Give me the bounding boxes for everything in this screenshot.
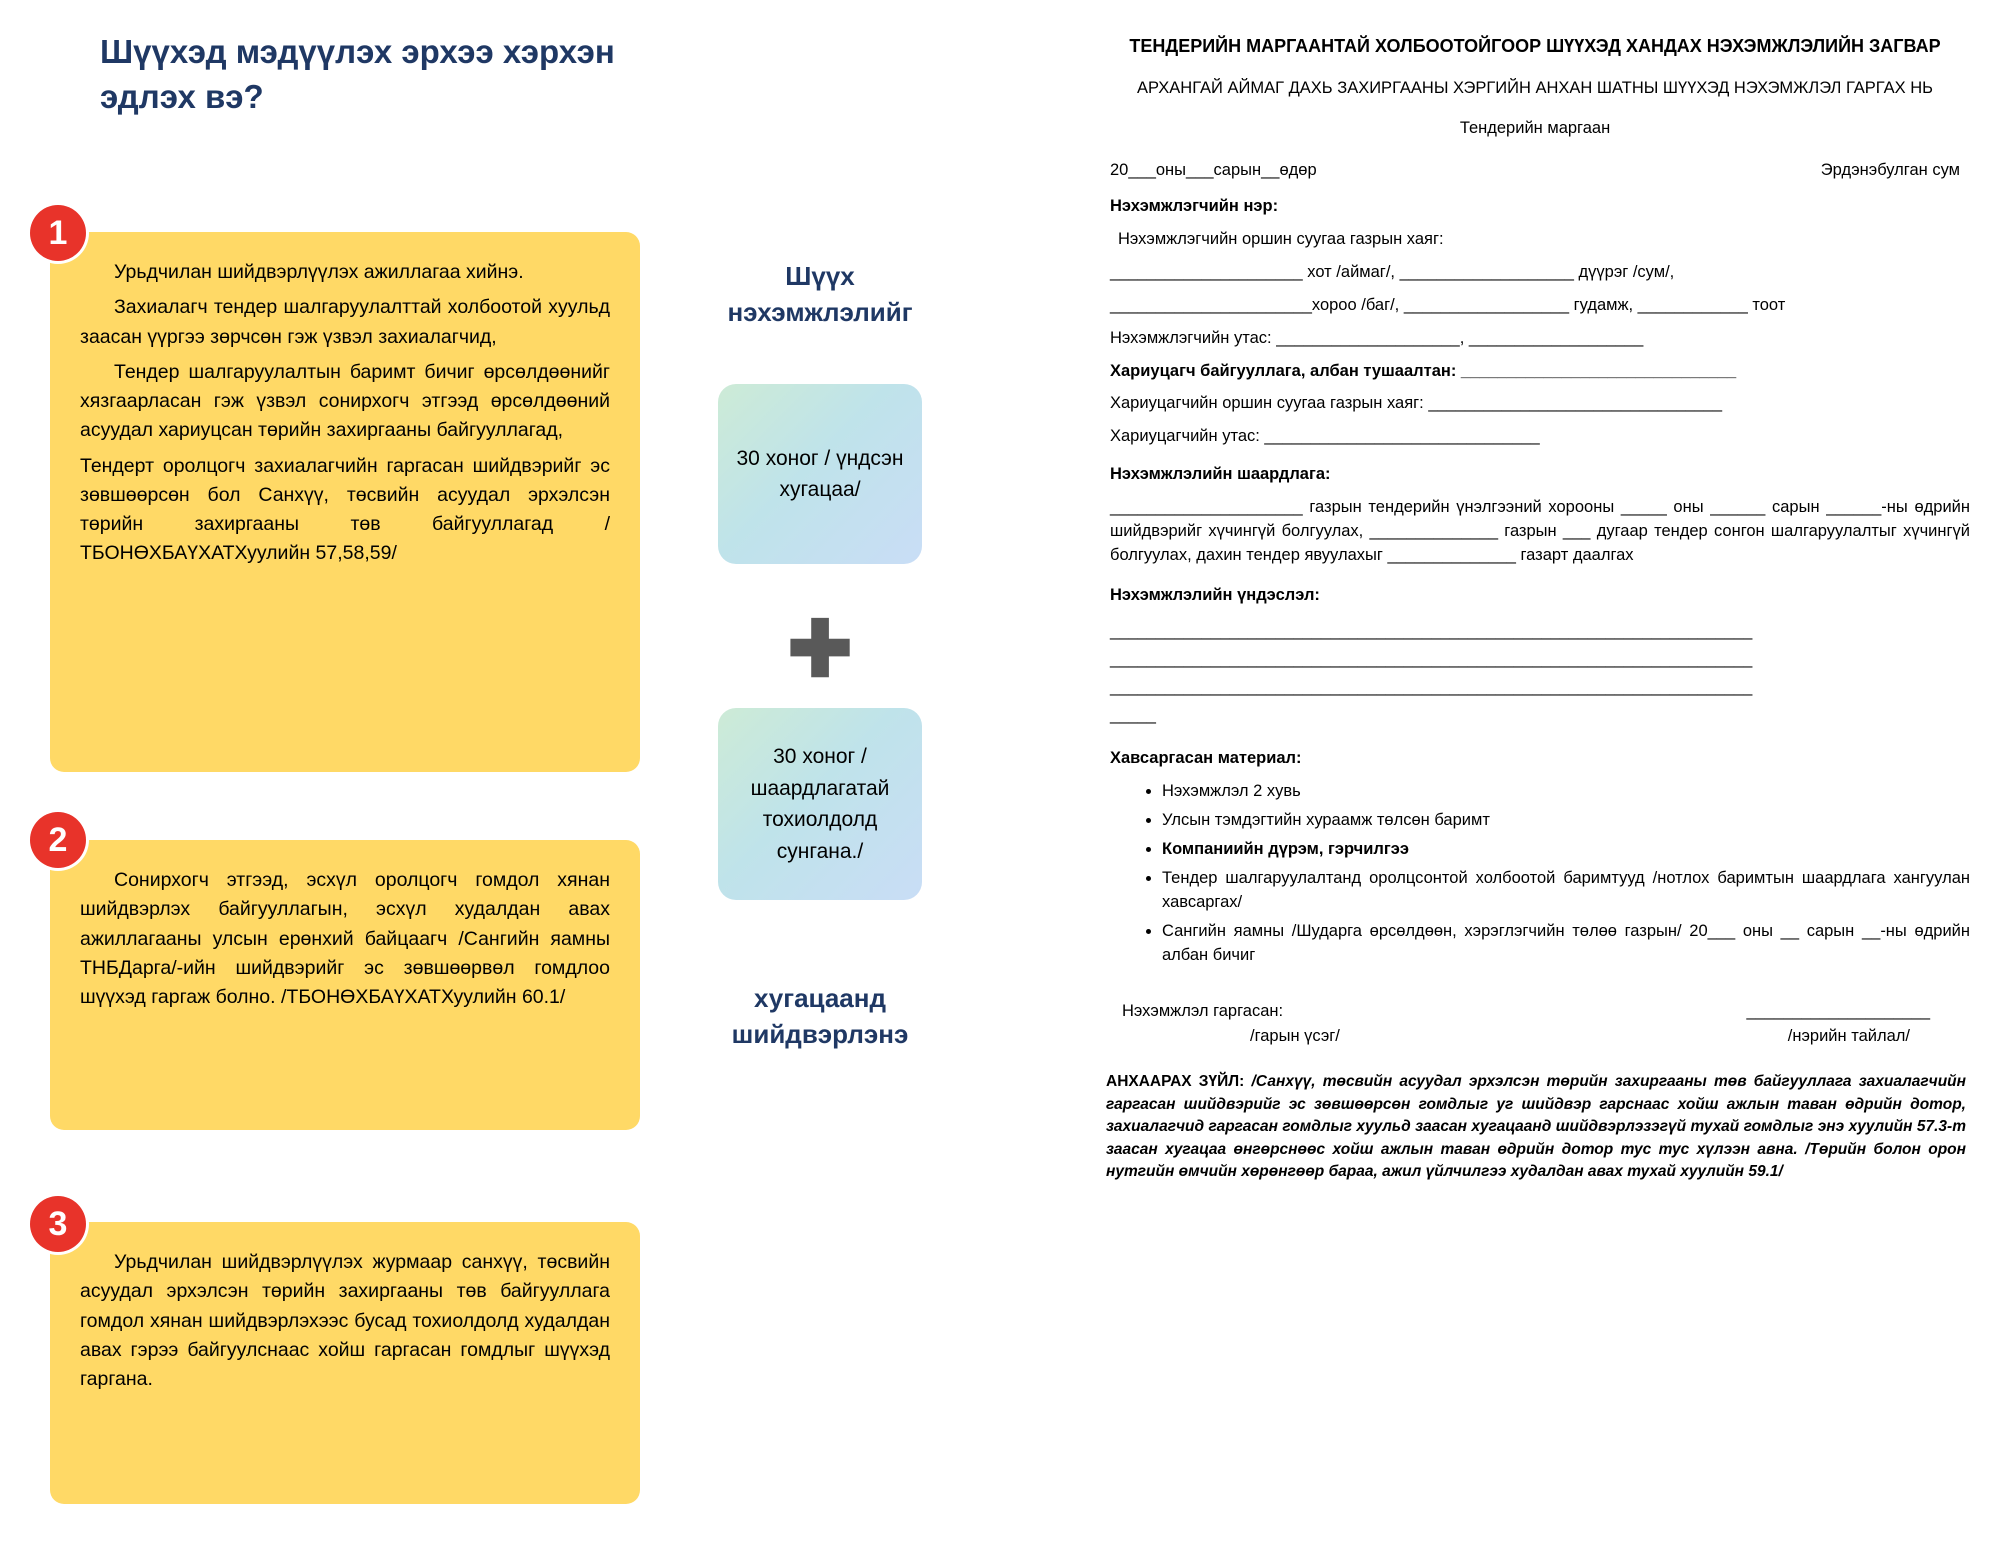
attached-materials-list [1100, 780, 1970, 967]
form-place: Эрдэнэбулган сум [1820, 161, 1960, 180]
claim-basis-lines [1100, 617, 1970, 729]
material-item: • Тендер шалгаруулалтанд оролцсонтой холбоотой баримтууд /нотлох баримтын шаардлага хангуулан хавсаргах/ [1162, 867, 1970, 915]
step-badge-1: 1 [30, 205, 86, 261]
material-item: • Сангийн яамны /Шударга өрсөлдөөн, хэрэглэгчийн төлөө газрын/ 20___ оны __ сарын __-ны өдрийн албан бичиг [1162, 920, 1970, 968]
basis-line-3: ______________________________________________________________________ [1110, 678, 1753, 697]
duration-box-primary-text: 30 хоног / үндсэн хугацаа/ [736, 446, 904, 501]
plaintiff-phone-field: Нэхэмжлэгчийн утас: ____________________, ___________________ [1110, 328, 1644, 347]
plaintiff-address-label: Нэхэмжлэгчийн оршин суугаа газрын хаяг: [1118, 229, 1444, 248]
form-date-place-row [1100, 159, 1970, 183]
claim-form [1100, 34, 1970, 1184]
duration-box-primary [718, 384, 922, 564]
defendant-address-field: Хариуцагчийн оршин суугаа газрын хаяг: ________________________________ [1110, 394, 1722, 413]
step-card-2 [50, 840, 640, 1130]
material-item: • Компаниийн дүрэм, гэрчилгээ [1162, 838, 1970, 862]
signature-caption: /гарын үсэг/ [1250, 1027, 1340, 1046]
step-badge-3: 3 [30, 1196, 86, 1252]
basis-line-4: _____ [1110, 706, 1156, 725]
plaintiff-address-line-2: ______________________хороо /баг/, __________________ гудамж, ____________ тоот [1110, 295, 1786, 314]
duration-box-extension-text: 30 хоног /шаардлагатай тохиолдолд сунгана./ [750, 745, 890, 863]
step3-para-1: Урьдчилан шийдвэрлүүлэх журмаар санхүү, төсвийн асуудал эрхэлсэн төрийн захиргааны төв байгууллага гомдол хянан шийдвэрлэхээс бусад тохиолдолд худалдан авах гэрээ байгуулснаас хойш гаргасан гомдлыг шүүхэд гаргана. [80, 1251, 610, 1390]
step2-para-1: Сонирхогч этгээд, эсхүл оролцогч гомдол хянан шийдвэрлэх байгууллагын, эсхүл худалдан авах ажиллагааны улсын ерөнхий байцаагч /Сангийн яамны ТНБДарга/-ийн шийдвэрийг эс зөвшөөрвөл гомдлоо шүүхэд гаргаж болно. /ТБОНӨХБАҮХАТХуулийн 60.1/ [80, 869, 610, 1008]
signature-line: ____________________ [1746, 1001, 1930, 1020]
left-column [0, 0, 660, 1545]
step1-para-4: Тендерт оролцогч захиалагчийн гаргасан шийдвэрийг эс зөвшөөрсөн бол Санхүү, төсвийн асуудал эрхэлсэн төрийн захиргааны төв байгууллагад /ТБОНӨХБАҮХАТХуулийн 57,58,59/ [80, 454, 610, 565]
resolution-footer: хугацаанд шийдвэрлэнэ [731, 983, 909, 1050]
claim-basis-label: Нэхэмжлэлийн үндэслэл: [1110, 586, 1320, 605]
step1-para-2: Захиалагч тендер шалгаруулалттай холбоотой хуульд заасан үүргээ зөрчсөн гэж үзвэл захиалагчид, [80, 296, 610, 348]
step-badge-2: 2 [30, 812, 86, 868]
form-subject: Тендерийн маргаан [1459, 119, 1611, 138]
basis-line-1: ______________________________________________________________________ [1110, 621, 1753, 640]
defendant-label: Хариуцагч байгууллага, албан тушаалтан: ______________________________ [1110, 361, 1737, 380]
step-card-3 [50, 1222, 640, 1504]
attention-note-text: /Санхүү, төсвийн асуудал эрхэлсэн төрийн захиргааны төв байгууллага захиалагчийн гаргасан шийдвэрийг эс зөвшөөрсөн гомдлыг уг шийдвэр гарснаас хойш ажлын таван өдрийн дотор, захиалагчид гаргасан гомдлыг хуульд заасан хугацаанд шийдвэрлэзэгүй тухай гомдлыг энэ хуулийн 57.3-т заасан хугацаа өнгөрснөөс хойш ажлын таван өдрийн дотор тус тус хүлээн авна. /Төрийн болон орон нутгийн өмчийн хөрөнгөөр бараа, ажил үйлчилгээ худалдан авах тухай хуулийн 59.1/ [1106, 1073, 1967, 1181]
plaintiff-name-label: Нэхэмжлэгчийн нэр: [1110, 196, 1279, 215]
plaintiff-address-line-1: _____________________ хот /аймаг/, ___________________ дүүрэг /сум/, [1110, 262, 1675, 281]
step1-para-1: Урьдчилан шийдвэрлүүлэх ажиллагаа хийнэ. [114, 261, 524, 283]
middle-column [690, 0, 950, 1545]
material-item: • Нэхэмжлэл 2 хувь [1162, 780, 1970, 804]
signature-row [1100, 986, 1970, 1024]
submitted-by-label: Нэхэмжлэл гаргасан: [1122, 1001, 1284, 1020]
signature-caption-row [1100, 1023, 1970, 1049]
basis-line-2: ______________________________________________________________________ [1110, 649, 1753, 668]
plus-icon: ✚ [787, 605, 853, 693]
court-heading: Шүүх нэхэмжлэлийг [727, 261, 913, 328]
duration-box-extension [718, 708, 922, 900]
name-caption: /нэрийн тайлал/ [1787, 1027, 1910, 1046]
attached-materials-label: Хавсаргасан материал: [1110, 749, 1302, 768]
defendant-phone-field: Хариуцагчийн утас: ______________________________ [1110, 427, 1540, 446]
form-title: ТЕНДЕРИЙН МАРГААНТАЙ ХОЛБООТОЙГООР ШҮҮХЭД ХАНДАХ НЭХЭМЖЛЭЛИЙН ЗАГВАР [1129, 36, 1941, 56]
step1-para-3: Тендер шалгаруулалтын баримт бичиг өрсөлдөөнийг хязгаарласан гэж үзвэл сонирхогч этгээд өрсөлдөөний асуудал хариуцсан төрийн захиргааны байгууллагад, [80, 360, 610, 442]
material-item: • Улсын тэмдэгтийн хураамж төлсөн баримт [1162, 809, 1970, 833]
claim-requirement-label: Нэхэмжлэлийн шаардлага: [1110, 465, 1331, 484]
form-subtitle: АРХАНГАЙ АЙМАГ ДАХЬ ЗАХИРГААНЫ ХЭРГИЙН АНХАН ШАТНЫ ШҮҮХЭД НЭХЭМЖЛЭЛ ГАРГАХ НЬ [1137, 79, 1933, 98]
page-title: Шүүхэд мэдүүлэх эрхээ хэрхэн эдлэх вэ? [100, 33, 615, 115]
attention-note [1100, 1071, 1970, 1183]
claim-requirement-text: _____________________ газрын тендерийн үнэлгээний хорооны _____ оны ______ сарын ______-ны өдрийн шийдвэрийг хүчингүй болгуулах, ______________ газрын ___ дугаар тендер сонгон шалгаруулалтыг хүчингүй болгуулах, дахин тендер явуулахыг ______________ газарт даалгах [1110, 498, 1970, 565]
attention-note-heading: АНХААРАХ ЗҮЙЛ: [1106, 1073, 1245, 1091]
step-card-1 [50, 232, 640, 772]
form-date: 20___оны___сарын__өдөр [1110, 161, 1317, 180]
